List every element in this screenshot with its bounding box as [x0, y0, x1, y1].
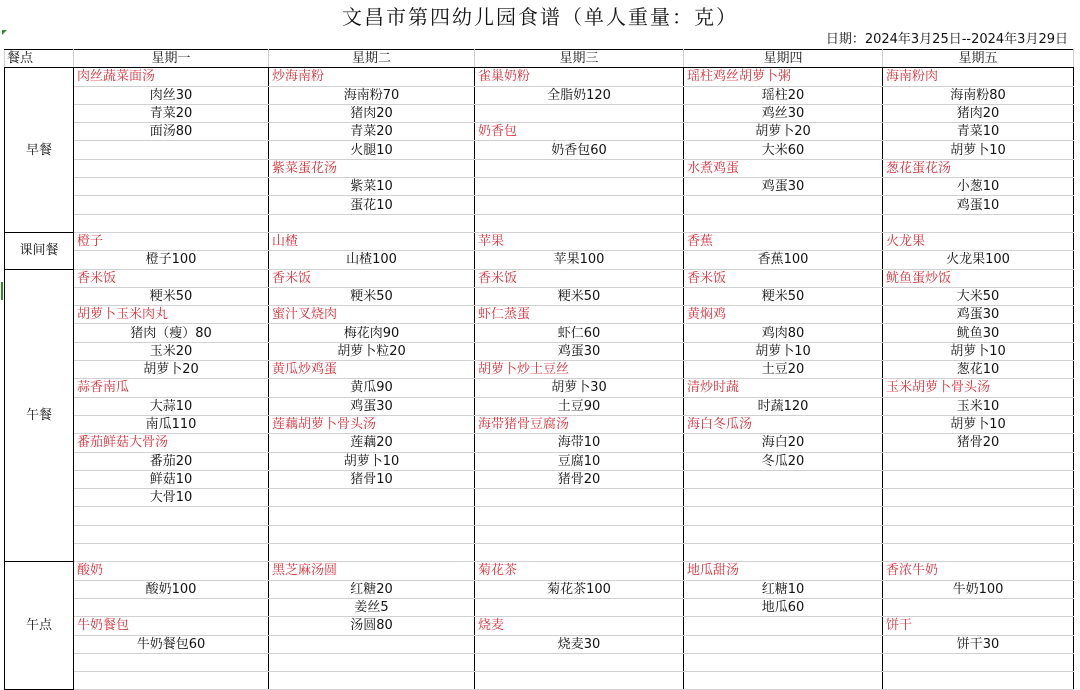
table-row: [5, 470, 1074, 488]
table-row: [5, 287, 1074, 305]
table-row: [5, 525, 1074, 543]
ingredient-cell[interactable]: [883, 452, 1074, 470]
ingredient-cell[interactable]: 牛奶餐包60: [74, 635, 269, 653]
ingredient-cell[interactable]: 肉丝30: [74, 86, 269, 104]
table-row: [5, 342, 1074, 360]
table-row: [5, 214, 1074, 232]
day-header-thu[interactable]: 星期四: [684, 50, 883, 68]
ingredient-cell[interactable]: [475, 196, 684, 214]
ingredient-cell[interactable]: [475, 104, 684, 122]
ingredient-cell[interactable]: 青菜20: [269, 123, 475, 141]
table-row: [5, 635, 1074, 653]
table-row: [5, 580, 1074, 598]
table-row: [5, 68, 1074, 86]
table-row: [5, 324, 1074, 342]
ingredient-cell[interactable]: 面汤80: [74, 123, 269, 141]
ingredient-cell[interactable]: [475, 598, 684, 616]
dish-name-cell[interactable]: 胡萝卜玉米肉丸: [74, 306, 269, 324]
ingredient-cell[interactable]: [684, 672, 883, 690]
header-row: [5, 50, 1074, 68]
ingredient-cell[interactable]: 黄瓜90: [269, 379, 475, 397]
dish-name-cell[interactable]: 紫菜蛋花汤: [269, 159, 475, 177]
dish-name-cell[interactable]: 酸奶: [74, 562, 269, 580]
dish-name-cell[interactable]: 香米饭: [475, 269, 684, 287]
ingredient-cell[interactable]: 饼干30: [883, 635, 1074, 653]
dish-name-cell[interactable]: 饼干: [883, 617, 1074, 635]
ingredient-cell[interactable]: [74, 196, 269, 214]
ingredient-cell[interactable]: [269, 672, 475, 690]
menu-body: [5, 68, 1074, 690]
ingredient-cell[interactable]: 胡萝卜10: [269, 452, 475, 470]
ingredient-cell[interactable]: 酸奶100: [74, 580, 269, 598]
ingredient-cell[interactable]: 香蕉100: [684, 251, 883, 269]
ingredient-cell[interactable]: 海南粉80: [883, 86, 1074, 104]
ingredient-cell[interactable]: 蛋花10: [269, 196, 475, 214]
ingredient-cell[interactable]: 火腿10: [269, 141, 475, 159]
ingredient-cell[interactable]: [475, 489, 684, 507]
ingredient-cell[interactable]: 地瓜60: [684, 598, 883, 616]
table-row: [5, 415, 1074, 433]
ingredient-cell[interactable]: 苹果100: [475, 251, 684, 269]
ingredient-cell[interactable]: [475, 214, 684, 232]
table-row: [5, 306, 1074, 324]
dish-name-cell[interactable]: 炒海南粉: [269, 68, 475, 86]
ingredient-cell[interactable]: [74, 672, 269, 690]
ingredient-cell[interactable]: [74, 653, 269, 671]
day-header-tue[interactable]: 星期二: [269, 50, 475, 68]
ingredient-cell[interactable]: [74, 214, 269, 232]
ingredient-cell[interactable]: 小葱10: [883, 178, 1074, 196]
ingredient-cell[interactable]: [475, 653, 684, 671]
ingredient-cell[interactable]: 梅花肉90: [269, 324, 475, 342]
ingredient-cell[interactable]: 红糖10: [684, 580, 883, 598]
ingredient-cell[interactable]: 胡萝卜30: [475, 379, 684, 397]
row-selection-marker: [1, 282, 3, 300]
dish-name-cell[interactable]: 海南粉肉: [883, 68, 1074, 86]
ingredient-cell[interactable]: [883, 214, 1074, 232]
ingredient-cell[interactable]: 大米60: [684, 141, 883, 159]
ingredient-cell[interactable]: [684, 525, 883, 543]
dish-name-cell[interactable]: 香米饭: [74, 269, 269, 287]
ingredient-cell[interactable]: [684, 489, 883, 507]
table-row: [5, 159, 1074, 177]
ingredient-cell[interactable]: 鸡蛋10: [883, 196, 1074, 214]
ingredient-cell[interactable]: 鸡肉80: [684, 324, 883, 342]
ingredient-cell[interactable]: 鸡蛋30: [883, 306, 1074, 324]
ingredient-cell[interactable]: 猪肉20: [269, 104, 475, 122]
ingredient-cell[interactable]: [883, 598, 1074, 616]
ingredient-cell[interactable]: [269, 544, 475, 562]
ingredient-cell[interactable]: [684, 214, 883, 232]
ingredient-cell[interactable]: 瑶柱20: [684, 86, 883, 104]
ingredient-cell[interactable]: 山楂100: [269, 251, 475, 269]
ingredient-cell[interactable]: 胡萝卜10: [883, 342, 1074, 360]
meal-label[interactable]: 早餐: [5, 68, 74, 233]
ingredient-cell[interactable]: [883, 525, 1074, 543]
dish-name-cell[interactable]: 黑芝麻汤圆: [269, 562, 475, 580]
ingredient-cell[interactable]: 姜丝5: [269, 598, 475, 616]
ingredient-cell[interactable]: 粳米50: [269, 287, 475, 305]
ingredient-cell[interactable]: 青菜10: [883, 123, 1074, 141]
dish-name-cell[interactable]: 玉米胡萝卜骨头汤: [883, 379, 1074, 397]
meal-label[interactable]: 午餐: [5, 269, 74, 562]
table-row: [5, 672, 1074, 690]
ingredient-cell[interactable]: [475, 178, 684, 196]
ingredient-cell[interactable]: 玉米20: [74, 342, 269, 360]
table-row: [5, 598, 1074, 616]
ingredient-cell[interactable]: [883, 470, 1074, 488]
ingredient-cell[interactable]: 胡萝卜20: [684, 123, 883, 141]
day-header-wed[interactable]: 星期三: [475, 50, 684, 68]
ingredient-cell[interactable]: 豆腐10: [475, 452, 684, 470]
dish-name-cell[interactable]: 虾仁蒸蛋: [475, 306, 684, 324]
ingredient-cell[interactable]: [475, 507, 684, 525]
ingredient-cell[interactable]: 粳米50: [475, 287, 684, 305]
ingredient-cell[interactable]: [684, 544, 883, 562]
meal-label[interactable]: 课间餐: [5, 232, 74, 269]
ingredient-cell[interactable]: 时蔬120: [684, 397, 883, 415]
table-row: [5, 86, 1074, 104]
ingredient-cell[interactable]: 大米50: [883, 287, 1074, 305]
ingredient-cell[interactable]: [475, 525, 684, 543]
ingredient-cell[interactable]: [684, 196, 883, 214]
dish-name-cell[interactable]: 火龙果: [883, 232, 1074, 250]
table-row: [5, 141, 1074, 159]
ingredient-cell[interactable]: 猪骨20: [475, 470, 684, 488]
ingredient-cell[interactable]: [74, 544, 269, 562]
ingredient-cell[interactable]: [74, 141, 269, 159]
date-range: 日期：2024年3月25日--2024年3月29日: [825, 32, 1068, 47]
day-header-fri[interactable]: 星期五: [883, 50, 1074, 68]
ingredient-cell[interactable]: [269, 653, 475, 671]
ingredient-cell[interactable]: 粳米50: [684, 287, 883, 305]
ingredient-cell[interactable]: 奶香包60: [475, 141, 684, 159]
ingredient-cell[interactable]: [269, 635, 475, 653]
ingredient-cell[interactable]: 海带10: [475, 434, 684, 452]
dish-name-cell[interactable]: 香蕉: [684, 232, 883, 250]
table-row: [5, 489, 1074, 507]
ingredient-cell[interactable]: 玉米10: [883, 397, 1074, 415]
ingredient-cell[interactable]: 海南粉70: [269, 86, 475, 104]
ingredient-cell[interactable]: 莲藕20: [269, 434, 475, 452]
dish-name-cell[interactable]: 奶香包: [475, 123, 684, 141]
ingredient-cell[interactable]: 鲜菇10: [74, 470, 269, 488]
table-row: [5, 397, 1074, 415]
table-row: [5, 507, 1074, 525]
ingredient-cell[interactable]: 胡萝卜10: [883, 141, 1074, 159]
ingredient-cell[interactable]: 粳米50: [74, 287, 269, 305]
ingredient-cell[interactable]: [269, 507, 475, 525]
ingredient-cell[interactable]: [74, 507, 269, 525]
ingredient-cell[interactable]: [74, 598, 269, 616]
table-row: [5, 544, 1074, 562]
menu-table: [4, 49, 1074, 690]
ingredient-cell[interactable]: 鱿鱼30: [883, 324, 1074, 342]
dish-name-cell[interactable]: 海带猪骨豆腐汤: [475, 415, 684, 433]
ingredient-cell[interactable]: [883, 489, 1074, 507]
ingredient-cell[interactable]: 汤圆80: [269, 617, 475, 635]
dish-name-cell[interactable]: 黄焖鸡: [684, 306, 883, 324]
table-row: [5, 361, 1074, 379]
ingredient-cell[interactable]: 大骨10: [74, 489, 269, 507]
ingredient-cell[interactable]: 全脂奶120: [475, 86, 684, 104]
dish-name-cell[interactable]: 菊花茶: [475, 562, 684, 580]
ingredient-cell[interactable]: 猪肉（瘦）80: [74, 324, 269, 342]
ingredient-cell[interactable]: 猪肉20: [883, 104, 1074, 122]
dish-name-cell[interactable]: 黄瓜炒鸡蛋: [269, 361, 475, 379]
table-row: [5, 104, 1074, 122]
dish-name-cell[interactable]: 橙子: [74, 232, 269, 250]
ingredient-cell[interactable]: 胡萝卜10: [684, 342, 883, 360]
table-row: [5, 269, 1074, 287]
ingredient-cell[interactable]: [269, 214, 475, 232]
dish-name-cell[interactable]: 胡萝卜炒土豆丝: [475, 361, 684, 379]
dish-name-cell[interactable]: 番茄鲜菇大骨汤: [74, 434, 269, 452]
ingredient-cell[interactable]: [269, 489, 475, 507]
ingredient-cell[interactable]: 虾仁60: [475, 324, 684, 342]
dish-name-cell[interactable]: 瑶柱鸡丝胡萝卜粥: [684, 68, 883, 86]
dish-name-cell[interactable]: 肉丝蔬菜面汤: [74, 68, 269, 86]
ingredient-cell[interactable]: 番茄20: [74, 452, 269, 470]
dish-name-cell[interactable]: 香浓牛奶: [883, 562, 1074, 580]
ingredient-cell[interactable]: 海白20: [684, 434, 883, 452]
table-row: [5, 178, 1074, 196]
dish-name-cell[interactable]: 香米饭: [684, 269, 883, 287]
dish-name-cell[interactable]: 海白冬瓜汤: [684, 415, 883, 433]
ingredient-cell[interactable]: [684, 470, 883, 488]
ingredient-cell[interactable]: [269, 525, 475, 543]
ingredient-cell[interactable]: 鸡蛋30: [475, 342, 684, 360]
dish-name-cell[interactable]: 雀巢奶粉: [475, 68, 684, 86]
ingredient-cell[interactable]: 菊花茶100: [475, 580, 684, 598]
ingredient-cell[interactable]: 烧麦30: [475, 635, 684, 653]
dish-name-cell[interactable]: 鱿鱼蛋炒饭: [883, 269, 1074, 287]
dish-name-cell[interactable]: 葱花蛋花汤: [883, 159, 1074, 177]
table-row: [5, 232, 1074, 250]
ingredient-cell[interactable]: [684, 617, 883, 635]
dish-name-cell[interactable]: 香米饭: [269, 269, 475, 287]
ingredient-cell[interactable]: 鸡蛋30: [684, 178, 883, 196]
ingredient-cell[interactable]: 大蒜10: [74, 397, 269, 415]
table-row: [5, 123, 1074, 141]
dish-name-cell[interactable]: 清炒时蔬: [684, 379, 883, 397]
dish-name-cell[interactable]: 蜜汁叉烧肉: [269, 306, 475, 324]
ingredient-cell[interactable]: 猪骨10: [269, 470, 475, 488]
table-row: [5, 434, 1074, 452]
table-row: [5, 196, 1074, 214]
meal-column-header[interactable]: 餐点: [5, 50, 74, 68]
ingredient-cell[interactable]: 胡萝卜粒20: [269, 342, 475, 360]
ingredient-cell[interactable]: [475, 544, 684, 562]
dish-name-cell[interactable]: 山楂: [269, 232, 475, 250]
dish-name-cell[interactable]: 蒜香南瓜: [74, 379, 269, 397]
dish-name-cell[interactable]: 牛奶餐包: [74, 617, 269, 635]
ingredient-cell[interactable]: 南瓜110: [74, 415, 269, 433]
dish-name-cell[interactable]: 水煮鸡蛋: [684, 159, 883, 177]
ingredient-cell[interactable]: 鸡丝30: [684, 104, 883, 122]
ingredient-cell[interactable]: [883, 544, 1074, 562]
ingredient-cell[interactable]: [883, 653, 1074, 671]
page-title: 文昌市第四幼儿园食谱（单人重量：克）: [342, 5, 738, 29]
table-row: [5, 653, 1074, 671]
table-row: [5, 562, 1074, 580]
ingredient-cell[interactable]: [883, 507, 1074, 525]
ingredient-cell[interactable]: [684, 635, 883, 653]
ingredient-cell[interactable]: 火龙果100: [883, 251, 1074, 269]
ingredient-cell[interactable]: 青菜20: [74, 104, 269, 122]
table-row: [5, 251, 1074, 269]
ingredient-cell[interactable]: [475, 672, 684, 690]
table-row: [5, 452, 1074, 470]
ingredient-cell[interactable]: 葱花10: [883, 361, 1074, 379]
ingredient-cell[interactable]: 紫菜10: [269, 178, 475, 196]
ingredient-cell[interactable]: [74, 159, 269, 177]
ingredient-cell[interactable]: 橙子100: [74, 251, 269, 269]
ingredient-cell[interactable]: [475, 159, 684, 177]
ingredient-cell[interactable]: 鸡蛋30: [269, 397, 475, 415]
meal-label[interactable]: 午点: [5, 562, 74, 690]
ingredient-cell[interactable]: 红糖20: [269, 580, 475, 598]
ingredient-cell[interactable]: [684, 653, 883, 671]
ingredient-cell[interactable]: [74, 525, 269, 543]
ingredient-cell[interactable]: 土豆20: [684, 361, 883, 379]
dish-name-cell[interactable]: 莲藕胡萝卜骨头汤: [269, 415, 475, 433]
ingredient-cell[interactable]: 土豆90: [475, 397, 684, 415]
ingredient-cell[interactable]: 胡萝卜10: [883, 415, 1074, 433]
ingredient-cell[interactable]: [74, 178, 269, 196]
ingredient-cell[interactable]: [883, 672, 1074, 690]
ingredient-cell[interactable]: 冬瓜20: [684, 452, 883, 470]
table-row: [5, 617, 1074, 635]
ingredient-cell[interactable]: 猪骨20: [883, 434, 1074, 452]
ingredient-cell[interactable]: [684, 507, 883, 525]
ingredient-cell[interactable]: 牛奶100: [883, 580, 1074, 598]
ingredient-cell[interactable]: 胡萝卜20: [74, 361, 269, 379]
day-header-mon[interactable]: 星期一: [74, 50, 269, 68]
dish-name-cell[interactable]: 苹果: [475, 232, 684, 250]
dish-name-cell[interactable]: 烧麦: [475, 617, 684, 635]
table-row: [5, 379, 1074, 397]
dish-name-cell[interactable]: 地瓜甜汤: [684, 562, 883, 580]
